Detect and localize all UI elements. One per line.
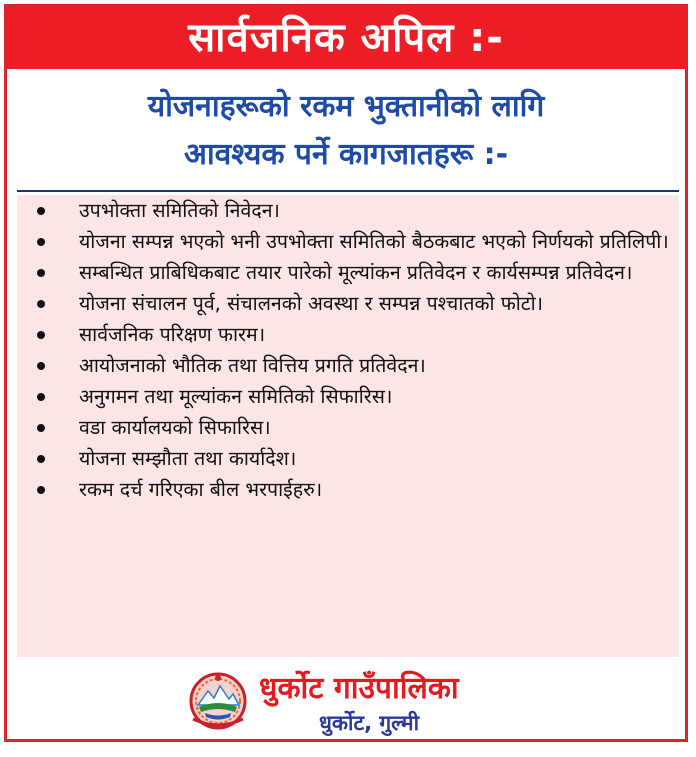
bullet-icon: [37, 362, 45, 370]
list-item: [17, 257, 679, 288]
notice-banner-title: सार्वजनिक अपिल :-: [7, 7, 685, 69]
notice-heading-line1: योजनाहरूको रकम भुक्तानीको लागि: [147, 89, 545, 124]
list-item: [17, 474, 679, 505]
list-item: [17, 412, 679, 443]
bullet-icon: [37, 207, 45, 215]
bullet-icon: [37, 300, 45, 308]
nepal-emblem-icon: [185, 671, 251, 731]
list-item-text: उपभोक्ता समितिको निवेदन।: [79, 199, 280, 222]
list-item-text: योजना संचालन पूर्व, संचालनको अवस्था र सम्पन्न पश्चातको फोटो।: [79, 292, 544, 315]
footer: [7, 665, 685, 739]
list-item-text: वडा कार्यालयको सिफारिस।: [79, 416, 271, 439]
list-item-text: योजना सम्झौता तथा कार्यादेश।: [79, 447, 297, 470]
list-item: [17, 350, 679, 381]
list-item: [17, 443, 679, 474]
list-item-text: आयोजनाको भौतिक तथा वित्तिय प्रगति प्रतिवेदन।: [79, 354, 426, 377]
bullet-icon: [37, 455, 45, 463]
bullet-icon: [37, 238, 45, 246]
list-item-text: रकम दर्च गरिएका बील भरपाईहरु।: [79, 478, 323, 501]
required-documents-list: [17, 195, 679, 657]
list-item-text: सार्वजनिक परिक्षण फारम।: [79, 323, 266, 346]
list-item: [17, 319, 679, 350]
notice-frame: [4, 4, 688, 742]
bullet-icon: [37, 331, 45, 339]
list-item: [17, 195, 679, 226]
list-item-text: सम्बन्धित प्राबिधिकबाट तयार पारेको मूल्यांकन प्रतिवेदन र कार्यसम्पन्न प्रतिवेदन।: [79, 261, 633, 284]
bullet-icon: [37, 424, 45, 432]
list-item: [17, 381, 679, 412]
list-item: [17, 226, 679, 257]
list-item: [17, 288, 679, 319]
organization-address: धुर्कोट, गुल्मी: [319, 711, 420, 735]
bullet-icon: [37, 269, 45, 277]
bullet-icon: [37, 393, 45, 401]
bullet-icon: [37, 486, 45, 494]
list-item-text: अनुगमन तथा मूल्यांकन समितिको सिफारिस।: [79, 385, 393, 408]
organization-name: धुर्कोट गाउँपालिका: [259, 671, 459, 706]
list-item-text: योजना सम्पन्न भएको भनी उपभोक्ता समितिको बैठकबाट भएको निर्णयको प्रतिलिपी।: [79, 230, 669, 253]
divider: [17, 190, 679, 192]
notice-heading-line2: आवश्यक पर्ने कागजातहरू :-: [183, 137, 509, 172]
